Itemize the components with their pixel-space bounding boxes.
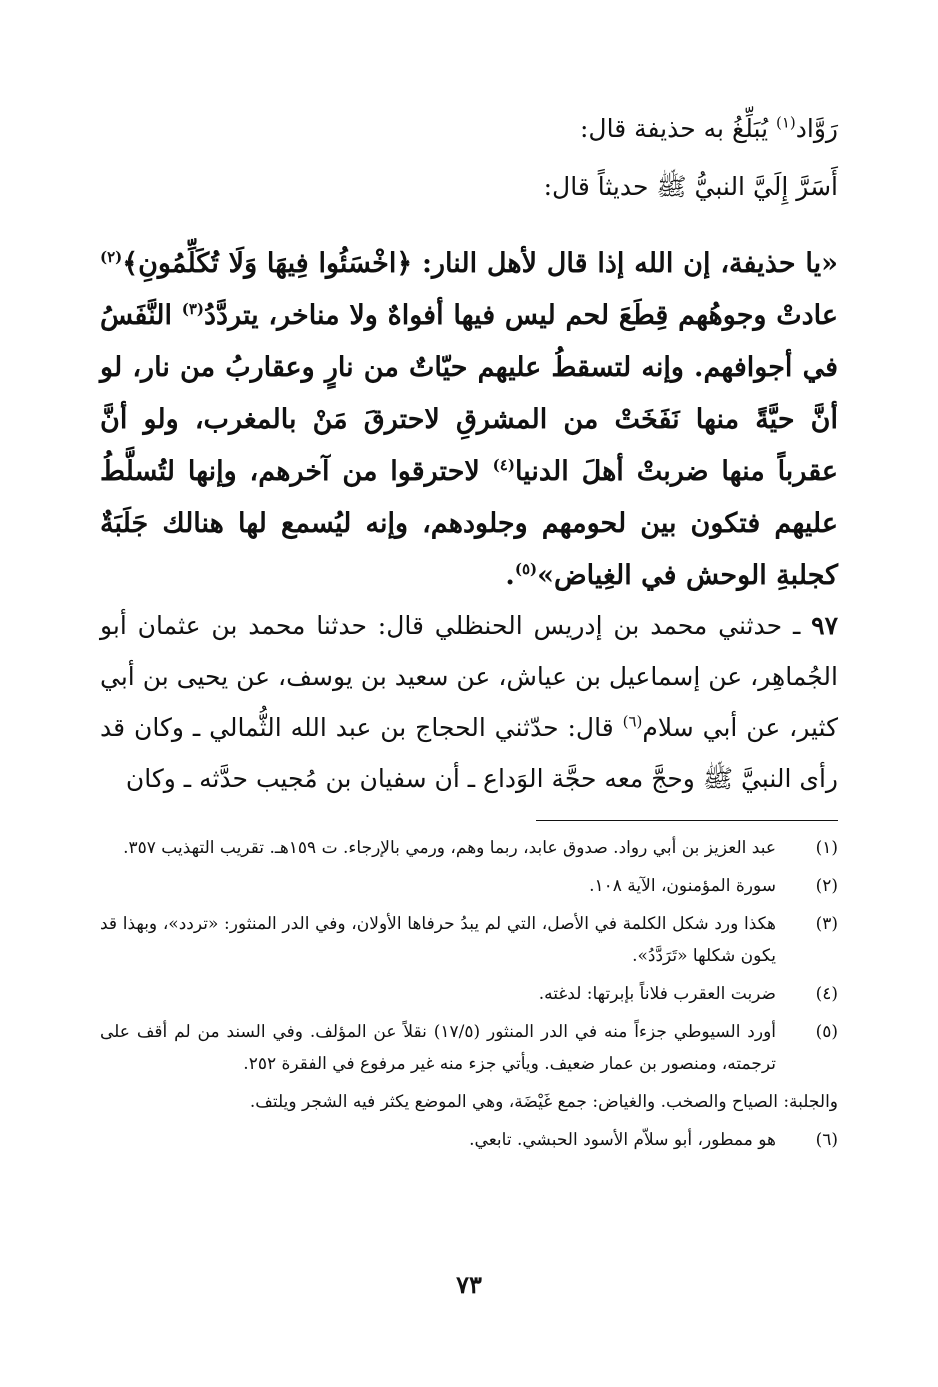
hadith-part-1: «يا حذيفة، إن الله إذا قال لأهل النار: ﴿اخْسَئُوا فِيهَا وَلَا تُكَلِّمُونِ﴾ <box>122 248 838 279</box>
hadith-part-3: النَّفَسُ في أجوافهم. وإنه لتسقطُ عليهم حيّاتٌ من نارٍ وعقاربُ من نار، لو أنَّ حيَّةً منها نَفَخَتْ من المشرقِ لاحترقَ مَنْ بالمغرب، ولو أنَّ عقرباً منها ضربتْ أهلَ الدنيا <box>100 300 838 487</box>
intro-line-1 <box>100 100 838 158</box>
intro-block <box>100 100 838 216</box>
footnote-number: (٢) <box>815 876 838 896</box>
footnote-text: سورة المؤمنون، الآية ١٠٨. <box>589 876 776 896</box>
page-number: ٧٣ <box>456 1270 482 1299</box>
footnote-ref-1: (١) <box>775 113 796 132</box>
footnote-ref-3: (٣) <box>181 300 205 318</box>
footnote-ref-6: (٦) <box>622 712 643 731</box>
footnote-3 <box>100 908 838 972</box>
intro-text-a: رَوَّاد <box>795 114 838 143</box>
footnote-separator <box>536 820 838 821</box>
footnote-number: (٦) <box>815 1130 838 1150</box>
hadith-part-2: عادتْ وجوهُهم قِطَعَ لحم ليس فيها أفواهٌ ولا مناخر، يتردَّدُ <box>204 300 838 331</box>
footnote-5 <box>100 1016 838 1080</box>
footnote-text: أورد السيوطي جزءاً منه في الدر المنثور (١٧/٥) نقلاً عن المؤلف. وفي السند من لم أقف على ترجمته، ومنصور بن عمار ضعيف. ويأتي جزء منه غير مرفوع في الفقرة ٢٥٢. <box>100 1022 777 1074</box>
hadith-part-5: . <box>505 560 515 591</box>
footnote-text: هكذا ورد شكل الكلمة في الأصل، التي لم يبدُ حرفاها الأولان، وفي الدر المنثور: «تردد»، وبهذا قد يكون شكلها «تَرَدَّدُ». <box>100 914 776 966</box>
footnote-1 <box>100 832 838 864</box>
footnote-ref-5: (٥) <box>514 560 538 578</box>
footnote-number: (٥) <box>815 1022 838 1042</box>
footnote-ref-4: (٤) <box>492 456 515 474</box>
footnote-number: (١) <box>815 838 838 858</box>
narration-paragraph <box>100 600 838 804</box>
footnote-text: ضربت العقرب فلاناً بإبرتها: لدغته. <box>538 984 776 1004</box>
footnote-text: والجلبة: الصياح والصخب. والغياض: جمع غَيْضَة، وهي الموضع يكثر فيه الشجر ويلتف. <box>249 1092 838 1112</box>
footnote-number: (٣) <box>815 914 838 934</box>
footnote-4 <box>100 978 838 1010</box>
narration-part-2: قال: حدّثني الحجاج بن عبد الله الثُّمالي ـ وكان قد رأى النبيَّ ﷺ وحجَّ معه حجَّة الوَداع ـ أن سفيان بن مُجيب حدَّثه ـ وكان <box>100 713 838 793</box>
footnote-text: عبد العزيز بن أبي رواد. صدوق عابد، ربما وهم، ورمي بالإرجاء. ت ١٥٩هـ. تقريب التهذيب ٣٥٧. <box>123 838 776 858</box>
footnote-number: (٤) <box>815 984 838 1004</box>
intro-line-2: أَسَرَّ إِلَيَّ النبيُّ ﷺ حديثاً قال: <box>543 172 838 201</box>
footnote-5-continuation <box>100 1086 838 1118</box>
narration-part-1: ـ حدثني محمد بن إدريس الحنظلي قال: حدثنا محمد بن عثمان أبو الجُماهِر، عن إسماعيل بن عياش، عن سعيد بن يوسف، عن يحيى بن أبي كثير، عن أبي سلام <box>100 611 838 742</box>
footnotes <box>100 832 838 1162</box>
hadith-number: ٩٧ <box>811 611 838 640</box>
footnote-2 <box>100 870 838 902</box>
intro-text-b: يُبَلِّغُ به حذيفة قال: <box>580 114 776 143</box>
footnote-ref-2: (٢) <box>100 248 123 266</box>
footnote-6 <box>100 1124 838 1156</box>
hadith-part-4: لاحترقوا من آخرهم، وإنها لتُسلَّطُ عليهم فتكون بين لحومهم وجلودهم، وإنه ليُسمع لها هنالك جَلَبَةٌ كجلبةِ الوحش في الغِياض» <box>100 456 838 591</box>
footnote-text: هو ممطور، أبو سلاّم الأسود الحبشي. تابعي. <box>469 1130 776 1150</box>
hadith-text <box>100 238 838 602</box>
